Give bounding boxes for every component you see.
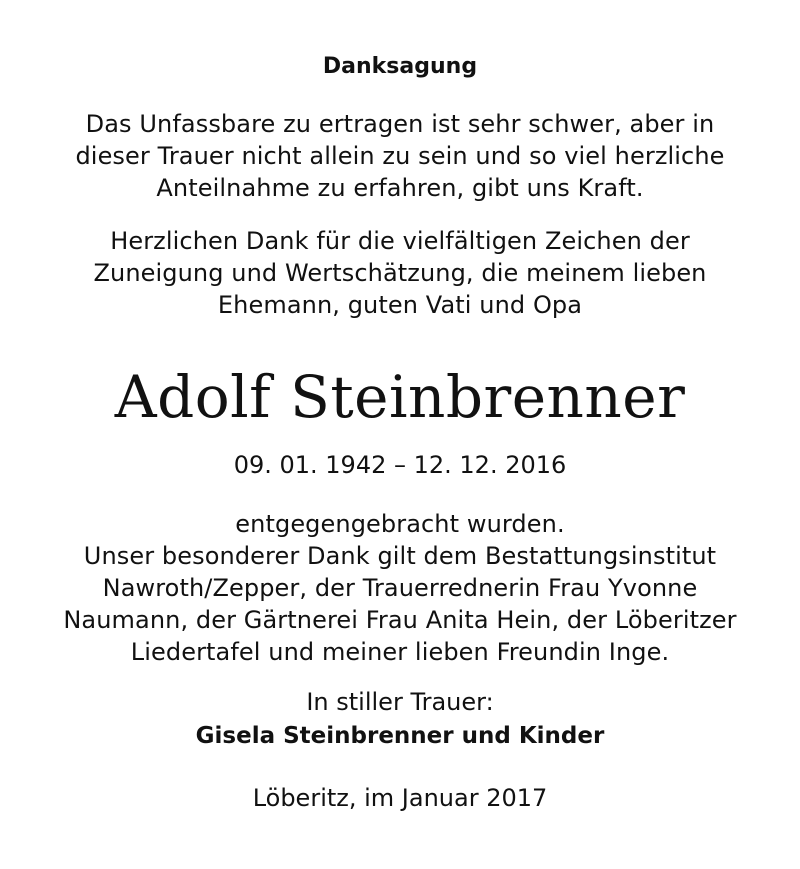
acknowledgement-line: Unser besonderer Dank gilt dem Bestattungsinstitut xyxy=(83,542,717,570)
thanks-line: Ehemann, guten Vati und Opa xyxy=(217,291,583,319)
intro-line: Das Unfassbare zu ertragen ist sehr schwer, aber in xyxy=(85,110,715,138)
intro-line: Anteilnahme zu erfahren, gibt uns Kraft. xyxy=(156,174,644,202)
life-dates: 09. 01. 1942 – 12. 12. 2016 xyxy=(233,451,567,479)
intro-line: dieser Trauer nicht allein zu sein und so viel herzliche xyxy=(75,142,725,170)
acknowledgement-line: entgegengebracht wurden. xyxy=(235,510,565,538)
thanks-paragraph xyxy=(0,225,800,321)
thanks-line: Zuneigung und Wertschätzung, die meinem lieben xyxy=(93,259,707,287)
place-and-date: Löberitz, im Januar 2017 xyxy=(252,784,548,812)
acknowledgement-line: Liedertafel und meiner lieben Freundin Inge. xyxy=(130,638,670,666)
signer-name: Gisela Steinbrenner und Kinder xyxy=(195,723,605,749)
acknowledgement-line: Naumann, der Gärtnerei Frau Anita Hein, der Löberitzer xyxy=(63,606,737,634)
intro-paragraph xyxy=(0,108,800,204)
notice-heading: Danksagung xyxy=(322,54,478,79)
acknowledgement-line: Nawroth/Zepper, der Trauerrednerin Frau Yvonne xyxy=(102,574,698,602)
deceased-name: Adolf Steinbrenner xyxy=(114,363,686,431)
acknowledgement-paragraph xyxy=(0,508,800,668)
mourning-label: In stiller Trauer: xyxy=(306,688,494,716)
thanks-line: Herzlichen Dank für die vielfältigen Zeichen der xyxy=(110,227,690,255)
